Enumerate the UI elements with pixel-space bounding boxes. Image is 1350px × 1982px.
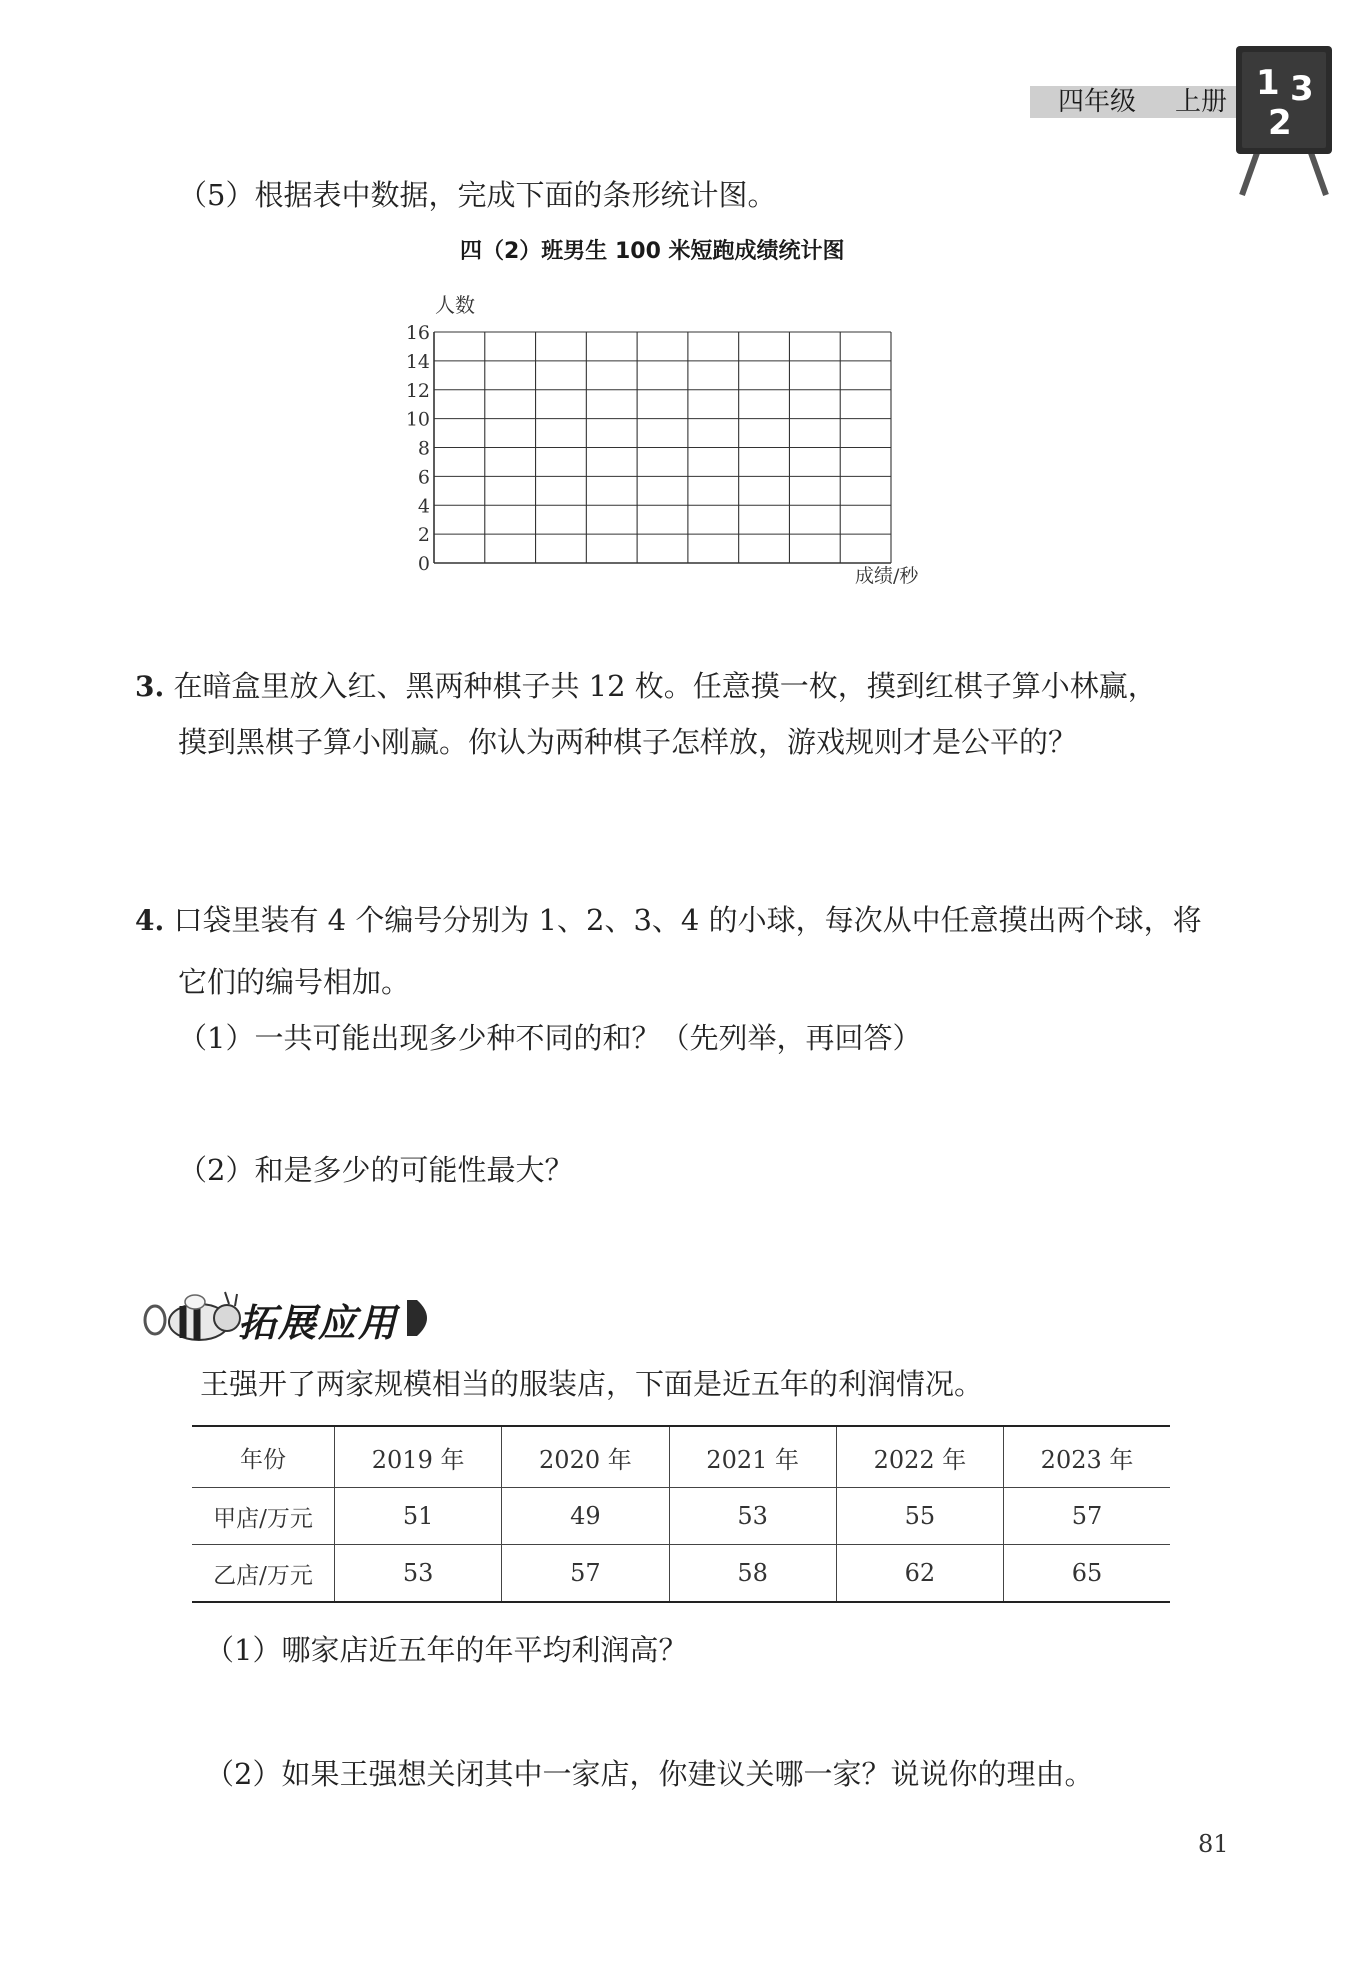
row-label: 乙店/万元 <box>192 1545 335 1603</box>
header-grade: 四年级 <box>1058 87 1137 117</box>
logo-digit-3: 3 <box>1290 69 1314 109</box>
table-cell: 62 <box>836 1545 1003 1603</box>
y-tick-label: 0 <box>417 553 430 575</box>
q4-line2: 它们的编号相加。 <box>178 965 411 999</box>
q4-sub1: （1）一共可能出现多少种不同的和？（先列举，再回答） <box>178 1021 922 1055</box>
header-cell: 2021 年 <box>669 1426 836 1488</box>
table-cell: 57 <box>1004 1488 1170 1545</box>
chalkboard-logo-icon <box>1228 40 1340 200</box>
header-cell: 2022 年 <box>836 1426 1003 1488</box>
extension-q2: （2）如果王强想关闭其中一家店，你建议关哪一家？说说你的理由。 <box>205 1757 1094 1791</box>
q4-number: 4. <box>135 904 165 937</box>
table-cell: 53 <box>335 1545 502 1603</box>
chart-grid <box>434 332 891 563</box>
header-cell: 2019 年 <box>335 1426 502 1488</box>
q4-text-line1: 口袋里装有 4 个编号分别为 1、2、3、4 的小球，每次从中任意摸出两个球，将 <box>173 903 1202 937</box>
chart-yticks <box>406 322 430 575</box>
bar-chart <box>400 290 960 600</box>
y-tick-label: 4 <box>417 495 430 518</box>
table-row <box>192 1545 1170 1603</box>
table-cell: 55 <box>836 1488 1003 1545</box>
q3-text-line1: 在暗盒里放入红、黑两种棋子共 12 枚。任意摸一枚，摸到红棋子算小林赢， <box>173 669 1157 703</box>
y-tick-label: 8 <box>417 437 430 460</box>
y-tick-label: 14 <box>405 350 430 373</box>
y-tick-label: 12 <box>405 379 430 402</box>
q3-line1 <box>135 666 1157 707</box>
logo-digit-1: 1 <box>1256 63 1280 103</box>
chart-ylabel: 人数 <box>435 293 475 317</box>
q4-sub2: （2）和是多少的可能性最大？ <box>178 1153 574 1187</box>
q5-prompt: （5）根据表中数据，完成下面的条形统计图。 <box>178 178 777 212</box>
table-cell: 57 <box>502 1545 669 1603</box>
table-cell: 65 <box>1004 1545 1170 1603</box>
bar-chart-svg <box>400 290 960 600</box>
y-tick-label: 16 <box>405 322 430 344</box>
extension-intro: 王强开了两家规模相当的服装店，下面是近五年的利润情况。 <box>200 1367 984 1401</box>
row-label: 甲店/万元 <box>192 1488 335 1545</box>
q3-line2: 摸到黑棋子算小刚赢。你认为两种棋子怎样放，游戏规则才是公平的？ <box>178 725 1078 759</box>
q3-number: 3. <box>135 670 165 703</box>
header-cell: 年份 <box>192 1426 335 1488</box>
section-title: 拓展应用 <box>238 1301 399 1345</box>
table-row <box>192 1488 1170 1545</box>
chart-title: 四（2）班男生 100 米短跑成绩统计图 <box>460 239 845 264</box>
table-cell: 49 <box>502 1488 669 1545</box>
header-cell: 2020 年 <box>502 1426 669 1488</box>
profit-table <box>192 1425 1170 1603</box>
table-cell: 58 <box>669 1545 836 1603</box>
y-tick-label: 6 <box>417 466 430 489</box>
logo-digit-2: 2 <box>1268 103 1292 143</box>
header-volume: 上册 <box>1175 87 1228 117</box>
extension-q1: （1）哪家店近五年的年平均利润高？ <box>205 1633 688 1667</box>
table-cell: 51 <box>335 1488 502 1545</box>
y-tick-label: 2 <box>417 524 430 547</box>
chart-xlabel: 成绩/秒 <box>855 565 919 587</box>
table-cell: 53 <box>669 1488 836 1545</box>
q4-line1 <box>135 900 1202 941</box>
header-cell: 2023 年 <box>1004 1426 1170 1488</box>
y-tick-label: 10 <box>405 408 430 431</box>
table-header-row <box>192 1426 1170 1488</box>
page-number: 81 <box>1198 1830 1229 1858</box>
